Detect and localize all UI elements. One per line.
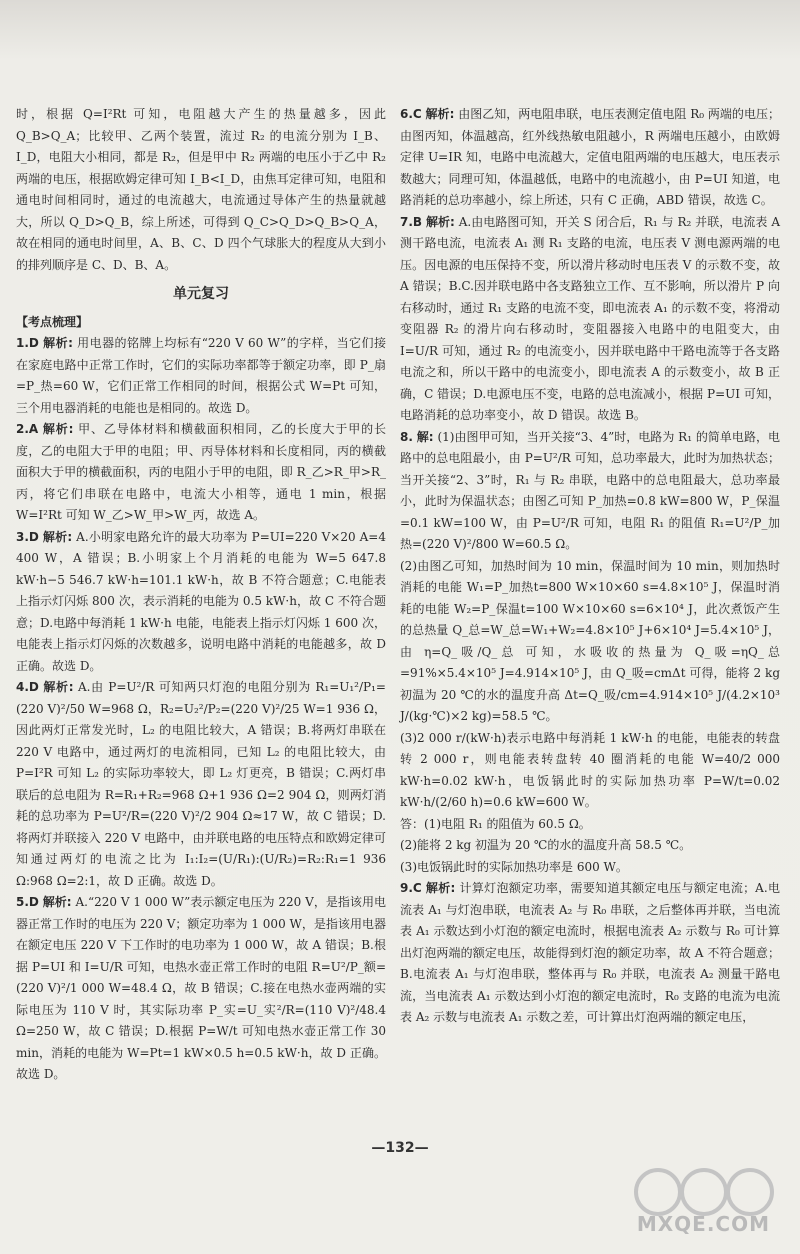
answer-item <box>400 212 780 427</box>
answer-item <box>16 892 386 1086</box>
item-text: 甲、乙导体材料和横截面积相同，乙的长度大于甲的长度，乙的电阻大于甲的电阻；甲、丙导体材料和长度相同，丙的横截面积大于甲的横截面积，丙的电阻小于甲的电阻，即 R_乙>R_甲>R_丙，将它们串联在电路中，电流大小相等，通电 1 min，根据 W=I²Rt 可知 W_乙>W_甲>W_丙，故选 A。 <box>16 422 386 522</box>
item-text: (2)由图乙可知，加热时间为 10 min，保温时间为 10 min，则加热时消耗的电能 W₁=P_加热t=800 W×10×60 s=4.8×10⁵ J，保温时消耗的电能 W₂=P_保温t=100 W×10×60 s=6×10⁴ J，此次煮饭产生的总热量 Q_总=W_总=W₁+W₂=4.8×10⁵ J+6×10⁴ J=5.4×10⁵ J，由 η=Q_吸/Q_总 可知，水吸收的热量为 Q_吸=ηQ_总=91%×5.4×10⁵ J=4.914×10⁵ J，由 Q_吸=cmΔt 可得，能将 2 kg 初温为 20 ℃的水的温度升高 Δt=Q_吸/cm=4.914×10⁵ J/(4.2×10³ J/(kg·℃)×2 kg)=58.5 ℃。 <box>400 558 780 723</box>
item-text: (2)能将 2 kg 初温为 20 ℃的水的温度升高 58.5 ℃。 <box>400 838 692 852</box>
answer-item <box>16 527 386 678</box>
item-text: A.由电路图可知，开关 S 闭合后，R₁ 与 R₂ 并联，电流表 A 测干路电流，电流表 A₁ 测 R₁ 支路的电流，电压表 V 测电源两端的电压。因电源的电压保持不变，所以滑片移动时电压表 V 的示数不变，故 A 错误；B.C.因并联电路中各支路独立工作、互不影响，所以滑片 P 向右移动时，通过 R₁ 支路的电流不变，即电流表 A₁ 的示数不变，将滑动变阻器 R₂ 的滑片向右移动时，变阻器接入电路中的电阻变大，由 I=U/R 可知，通过 R₂ 的电流变小，因并联电路中干路电流等于各支路电流之和，所以干路中的电流变小，即电流表 A 的示数变小，故 B 正确，C 错误；D.电源电压不变，电路的总电流减小，根据 P=UI 可知，电路消耗的总功率变小，故 D 错误。故选 B。 <box>400 214 780 422</box>
section-title: 单元复习 <box>173 286 229 302</box>
item-text: (3)电饭锅此时的实际加热功率是 600 W。 <box>400 859 628 874</box>
watermark-text: MXQE.COM <box>636 1212 770 1236</box>
left-column <box>16 104 386 1086</box>
item-label: 解析: <box>42 529 73 544</box>
page-number: —132— <box>371 1140 429 1156</box>
item-text: (1)由图甲可知，当开关接“3、4”时，电路为 R₁ 的简单电路，电路中的总电阻最小，由 P=U²/R 可知，总功率最大，此时为加热状态；当开关接“2、3”时，R₁ 与 R₂ 串联，电路中的总电阻最大，总功率最小，此时为保温状态；由图乙可知 P_加热=0.8 kW=800 W，P_保温=0.1 kW=100 W，由 P=U²/R 可知，电阻 R₁ 的阻值 R₁=U²/P_加热=(220 V)²/800 W=60.5 Ω。 <box>400 429 780 551</box>
item-text: A.小明家电路允许的最大功率为 P=UI=220 V×20 A=4 400 W，A 错误；B.小明家上个月消耗的电能为 W=5 647.8 kW·h−5 546.7 kW·h=101.1 kW·h，故 B 不符合题意；C.电能表上指示灯闪烁 800 次，表示消耗的电能为 0.5 kW·h，故 C 不符合题意；D.电路中每消耗 1 kW·h 电能，电能表上指示灯闪烁 1 600 次，电能表上指示灯闪烁的次数越多，说明电路中消耗的电能越多，故 D 正确。故选 D。 <box>16 529 386 673</box>
item-text: 答：(1)电阻 R₁ 的阻值为 60.5 Ω。 <box>400 816 591 831</box>
item-text: 用电器的铭牌上均标有“220 V 60 W”的字样，当它们接在家庭电路中正常工作时，它们的实际功率都等于额定功率，即 P_扇=P_热=60 W，它们正常工作相同的时间，根据公式 W=Pt 可知，三个用电器消耗的电能也是相同的。故选 D。 <box>16 336 386 415</box>
answer-item <box>400 104 780 212</box>
item-label: 解析: <box>42 895 72 909</box>
answer-conclusion <box>400 857 780 879</box>
answer-item <box>16 677 386 892</box>
answer-continuation <box>400 556 780 728</box>
answer-item <box>400 427 780 556</box>
left-item-list <box>16 333 386 1086</box>
answer-item <box>16 333 386 419</box>
item-number: 7.B <box>400 214 423 229</box>
intro-paragraph: 时，根据 Q=I²Rt 可知，电阻越大产生的热量越多，因此 Q_B>Q_A；比较甲、乙两个装置，流过 R₂ 的电流分别为 I_B、I_D，电阻大小相同，都是 R₂，但是甲中 R₂ 两端的电压小于乙中 R₂ 两端的电压，根据欧姆定律可知 I_B<I_D，由焦耳定律可知，电阻和通电时间相同时，通过的电流越大，电流通过导体产生的热量就越大，所以 Q_D>Q_B，综上所述，可得到 Q_C>Q_D>Q_B>Q_A，故在相同的通电时间里，A、B、C、D 四个气球胀大的程度从大到小的排列顺序是 C、D、B、A。 <box>16 107 386 272</box>
answer-conclusion <box>400 814 780 836</box>
subsection-title: 【考点梳理】 <box>16 314 89 329</box>
right-column <box>400 104 780 1029</box>
item-label: 解析: <box>425 107 455 121</box>
item-number: 6.C <box>400 107 422 121</box>
watermark-logo <box>618 1158 788 1246</box>
item-label: 解析: <box>42 422 74 436</box>
item-number: 3.D <box>16 529 39 544</box>
item-number: 1.D <box>16 336 39 350</box>
item-text: A.“220 V 1 000 W”表示额定电压为 220 V，是指该用电器正常工作时的电压为 220 V；额定功率为 1 000 W，是指该用电器在额定电压 220 V 下工作时的电功率为 1 000 W，故 A 错误；B.根据 P=UI 和 I=U/R 可知，电热水壶正常工作时的电阻 R=U²/P_额=(220 V)²/1 000 W=48.4 Ω，故 B 错误；C.接在电热水壶两端的实际电压为 110 V 时，其实际功率 P_实=U_实²/R=(110 V)²/48.4 Ω=250 W，故 C 错误；D.根据 P=W/t 可知电热水壶正常工作 30 min，消耗的电能为 W=Pt=1 kW×0.5 h=0.5 kW·h，故 D 正确。故选 D。 <box>16 895 386 1081</box>
answer-conclusion <box>400 835 780 857</box>
item-text: 由图乙知，两电阻串联，电压表测定值电阻 R₀ 两端的电压；由图丙知，体温越高，红外线热敏电阻越小，R 两端电压越小，由欧姆定律 U=IR 知，电路中电流越大，定值电阻两端的电压越大，电压表示数越大；同理可知，体温越低，电路中的电流越小，由 P=UI 知道，电路消耗的总功率越小，综上所述，只有 C 正确，ABD 错误，故选 C。 <box>400 107 780 207</box>
item-number: 9.C <box>400 881 422 895</box>
item-number: 2.A <box>16 422 39 436</box>
item-label: 解析: <box>43 336 73 350</box>
item-number: 4.D <box>16 680 39 694</box>
item-label: 解: <box>416 429 434 444</box>
item-text: A.由 P=U²/R 可知两只灯泡的电阻分别为 R₁=U₁²/P₁=(220 V)²/50 W=968 Ω，R₂=U₂²/P₂=(220 V)²/25 W=1 936 Ω，因此两灯正常发光时，L₂ 的电阻比较大，A 错误；B.将两灯串联在 220 V 电路中，通过两灯的电流相同，已知 L₂ 的电阻比较大，由 P=I²R 可知 L₂ 的实际功率较大，即 L₂ 灯更亮，B 错误；C.两灯串联后的总电阻为 R=R₁+R₂=968 Ω+1 936 Ω=2 904 Ω，则两灯消耗的总功率为 P=U²/R=(220 V)²/2 904 Ω≈17 W，故 C 错误；D.将两灯并联接入 220 V 电路中，由并联电路的电压特点和欧姆定律可知通过两灯的电流之比为 I₁:I₂=(U/R₁):(U/R₂)=R₂:R₁=1 936 Ω:968 Ω=2:1，故 D 正确。故选 D。 <box>16 680 386 888</box>
item-number: 5.D <box>16 895 39 909</box>
answer-continuation <box>400 728 780 814</box>
item-text: 计算灯泡额定功率，需要知道其额定电压与额定电流；A.电流表 A₁ 与灯泡串联，电流表 A₂ 与 R₀ 串联，之后整体再并联，当电流表 A₁ 示数达到小灯泡的额定电流时，根据电流表 A₂ 示数与 R₀ 可计算出灯泡两端的额定电压，故能得到灯泡的额定功率，故 A 不符合题意；B.电流表 A₁ 与灯泡串联，整体再与 R₀ 并联，电流表 A₂ 测量干路电流，当电流表 A₁ 示数达到小灯泡的额定电流时，R₀ 支路的电流为电流表 A₂ 示数与电流表 A₁ 示数之差，可计算出灯泡两端的额定电压， <box>400 881 780 1024</box>
item-label: 解析: <box>425 881 456 895</box>
answer-item <box>16 419 386 527</box>
item-text: (3)2 000 r/(kW·h)表示电路中每消耗 1 kW·h 的电能，电能表的转盘转 2 000 r，则电能表转盘转 40 圈消耗的电能 W=40/2 000 kW·h=0.02 kW·h，电饭锅此时的实际加热功率 P=W/t=0.02 kW·h/(2/60 h)=0.6 kW=600 W。 <box>400 730 780 809</box>
item-label: 解析: <box>425 214 455 229</box>
item-label: 解析: <box>43 680 74 694</box>
answer-item <box>400 878 780 1029</box>
item-number: 8. <box>400 429 413 444</box>
